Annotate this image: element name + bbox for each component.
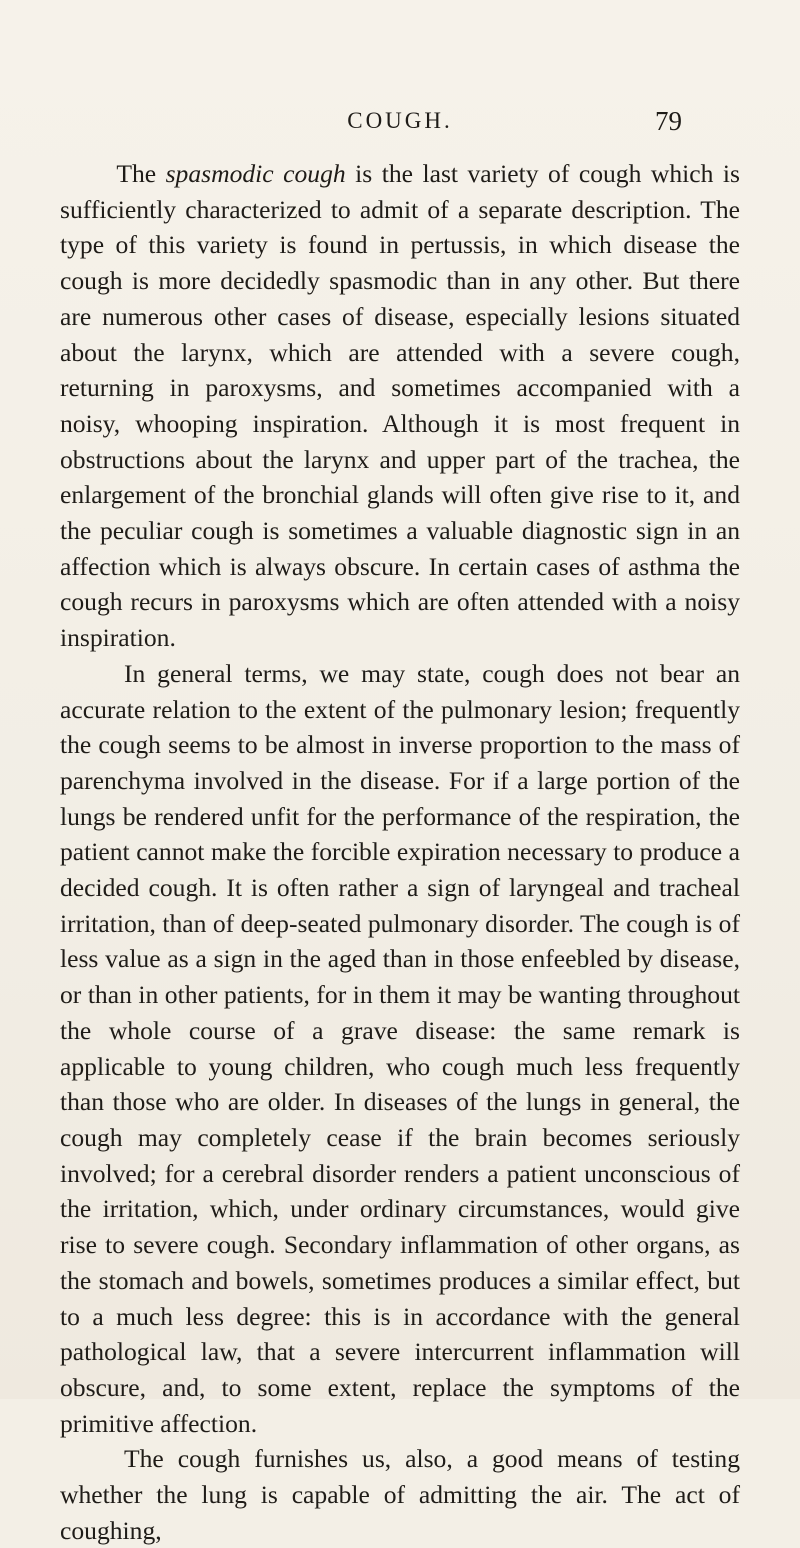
page-number: 79: [655, 106, 682, 136]
paragraph-2: In general terms, we may state, cough does not bear an accurate relation to the extent of the pulmonary lesion; frequently the cough seems to be almost in inverse proportion to the mass of parenchyma involved in the disease. For if a large portion of the lungs be rendered unfit for the performance of the respiration, the patient cannot make the forcible expiration necessary to produce a decided cough. It is often rather a sign of laryngeal and tracheal irritation, than of deep-seated pulmonary disorder. The cough is of less value as a sign in the aged than in those enfeebled by disease, or than in other patients, for in them it may be wanting throughout the whole course of a grave disease: the same remark is applicable to young children, who cough much less frequently than those who are older. In diseases of the lungs in general, the cough may completely cease if the brain becomes seriously involved; for a cerebral disorder renders a patient unconscious of the irritation, which, under ordinary circumstances, would give rise to severe cough. Secondary inflammation of other organs, as the stomach and bowels, sometimes produces a similar effect, but to a much less degree: this is in accordance with the general pathological law, that a severe intercurrent inflammation will obscure, and, to some extent, replace the symptoms of the primitive affection.: [60, 658, 740, 1438]
running-head: COUGH.: [347, 108, 453, 133]
page-header: [60, 108, 740, 148]
italic-term-spasmodic-cough: spasmodic cough: [165, 159, 346, 188]
paragraph-1-text: is the last variety of cough which is sufficiently characterized to admit of a separate description. The type of this variety is found in pertussis, in which disease the cough is more decidedly spasmodic than in any other. But there are numerous other cases of disease, especially lesions situated about the larynx, which are attended with a severe cough, returning in paroxysms, and sometimes accompanied with a noisy, whooping inspiration. Although it is most frequent in obstructions about the larynx and upper part of the trachea, the enlargement of the bronchial glands will often give rise to it, and the peculiar cough is sometimes a valuable diagnostic sign in an affection which is always obscure. In certain cases of asthma the cough recurs in paroxysms which are often attended with a noisy inspiration.: [60, 159, 740, 653]
paragraph-3: The cough furnishes us, also, a good means of testing whether the lung is capable of admitting the air. The act of coughing,: [60, 1444, 740, 1545]
body-text: [60, 156, 740, 1548]
paragraph-1-lead: The: [116, 159, 157, 188]
paragraph-1: [60, 156, 740, 656]
